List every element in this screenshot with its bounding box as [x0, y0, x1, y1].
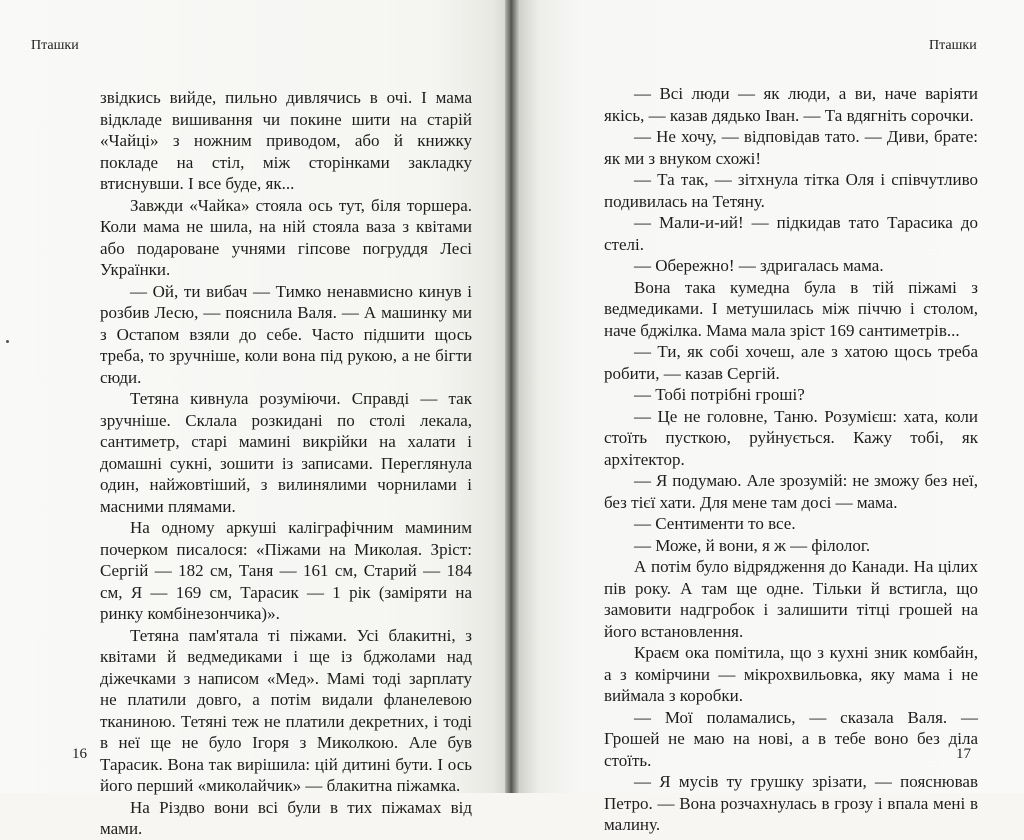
paragraph: На одному аркуші каліграфічним маминим почерком писалося: «Піжами на Миколая. Зріст: Сергій — 182 см, Таня — 161 см, Старий — 184 см, Я — 169 см, Тарасик — 1 рік (заміряти на ринку комбінезончика)».	[100, 518, 472, 623]
paragraph: — Я мусів ту грушку зрізати, — пояснював Петро. — Вона розчахнулась в грозу і впала мені в малину.	[604, 772, 978, 834]
paragraph: — Не хочу, — відповідав тато. — Диви, брате: як ми з внуком схожі!	[604, 127, 978, 168]
book-gutter	[505, 0, 519, 793]
paragraph: — Обережно! — здригалась мама.	[634, 256, 884, 275]
paragraph: — Я подумаю. Але зрозумій: не зможу без неї, без тієї хати. Для мене там досі — мама.	[604, 471, 978, 512]
paragraph: — Ой, ти вибач — Тимко ненавмисно кинув і розбив Лесю, — пояснила Валя. — А машинку ми з Остапом взяли до себе. Часто підшити щось треба, то зручніше, коли вона під рукою, а не бігти сюди.	[100, 281, 472, 387]
paragraph: — Всі люди — як люди, а ви, наче варіяти якісь, — казав дядько Іван. — Та вдягніть сорочки.	[604, 84, 978, 125]
paragraph: Завжди «Чайка» стояла ось тут, біля торшера. Коли мама не шила, на ній стояла ваза з квітами або подароване учнями гіпсове погруддя Лесі Українки.	[100, 195, 472, 279]
paragraph: — Ти, як собі хочеш, але з хатою щось треба робити, — казав Сергій.	[604, 342, 978, 383]
paragraph: На Різдво вони всі були в тих піжамах від мами.	[100, 797, 472, 838]
running-header: Пташки	[31, 38, 79, 53]
paragraph: звідкись вийде, пильно дивлячись в очі. І мама відкладе вишивання чи покине шити на старій «Чайці» з ножним приводом, або й книжку покладе на стіл, між сторінками закладку втиснувши. І все буде, як...	[100, 88, 472, 193]
page-number: 16	[72, 746, 87, 762]
paragraph: Тетяна кивнула розуміючи. Справді — так зручніше. Склала розкидані по столі лекала, сантиметр, старі мамині викрійки на халати і домашні сукні, зошити із записами. Переглянула один, найжовтіший, з вилинялими чорнилами і масними плямами.	[100, 389, 472, 516]
paragraph: — Та так, — зітхнула тітка Оля і співчутливо подивилась на Тетяну.	[604, 170, 978, 211]
page-number: 17	[956, 746, 971, 762]
paragraph: — Сентименти то все.	[634, 514, 796, 533]
paragraph: Тетяна пам'ятала ті піжами. Усі блакитні, з квітами й ведмедиками і ще із бджолами над діжечками з написом «Мед». Мамі тоді зарплату не платили довго, а потім видали фланелевою тканиною. Тетяні теж не платили декретних, і тоді в неї ще не було Ігоря з Миколкою. Але був Тарасик. Вона так вирішила: цій дитині бути. І ось його перший «миколайчик» — блакитна піжамка.	[100, 625, 472, 795]
paragraph: — Може, й вони, я ж — філолог.	[634, 535, 871, 555]
body-text	[100, 87, 472, 840]
paragraph: — Тобі потрібні гроші?	[634, 385, 805, 404]
scan-speck	[6, 340, 9, 343]
left-page	[0, 0, 508, 838]
paragraph: — Це не головне, Таню. Розумієш: хата, коли стоїть пусткою, руйнується. Кажу тобі, як архітектор.	[604, 406, 978, 469]
right-page	[508, 0, 1024, 834]
paragraph: Вона така кумедна була в тій піжамі з ведмедиками. І метушилась між піччю і столом, наче бджілка. Мама мала зріст 169 сантиметрів...	[604, 277, 978, 340]
running-header: Пташки	[929, 38, 977, 53]
paragraph: Краєм ока помітила, що з кухні зник комбайн, а з комірчини — мікрохвильовка, яку мама і не виймала з коробки.	[604, 643, 978, 705]
paragraph: — Мої поламались, — сказала Валя. — Грошей не маю на нові, а в тебе воно без діла стоїть.	[604, 707, 978, 770]
body-text	[604, 83, 978, 836]
paragraph: — Мали-и-ий! — підкидав тато Тарасика до стелі.	[604, 213, 978, 254]
paragraph: А потім було відрядження до Канади. На цілих пів року. А там ще одне. Тільки й встигла, що замовити надгробок і залишити тітці грошей на його встановлення.	[604, 557, 978, 641]
